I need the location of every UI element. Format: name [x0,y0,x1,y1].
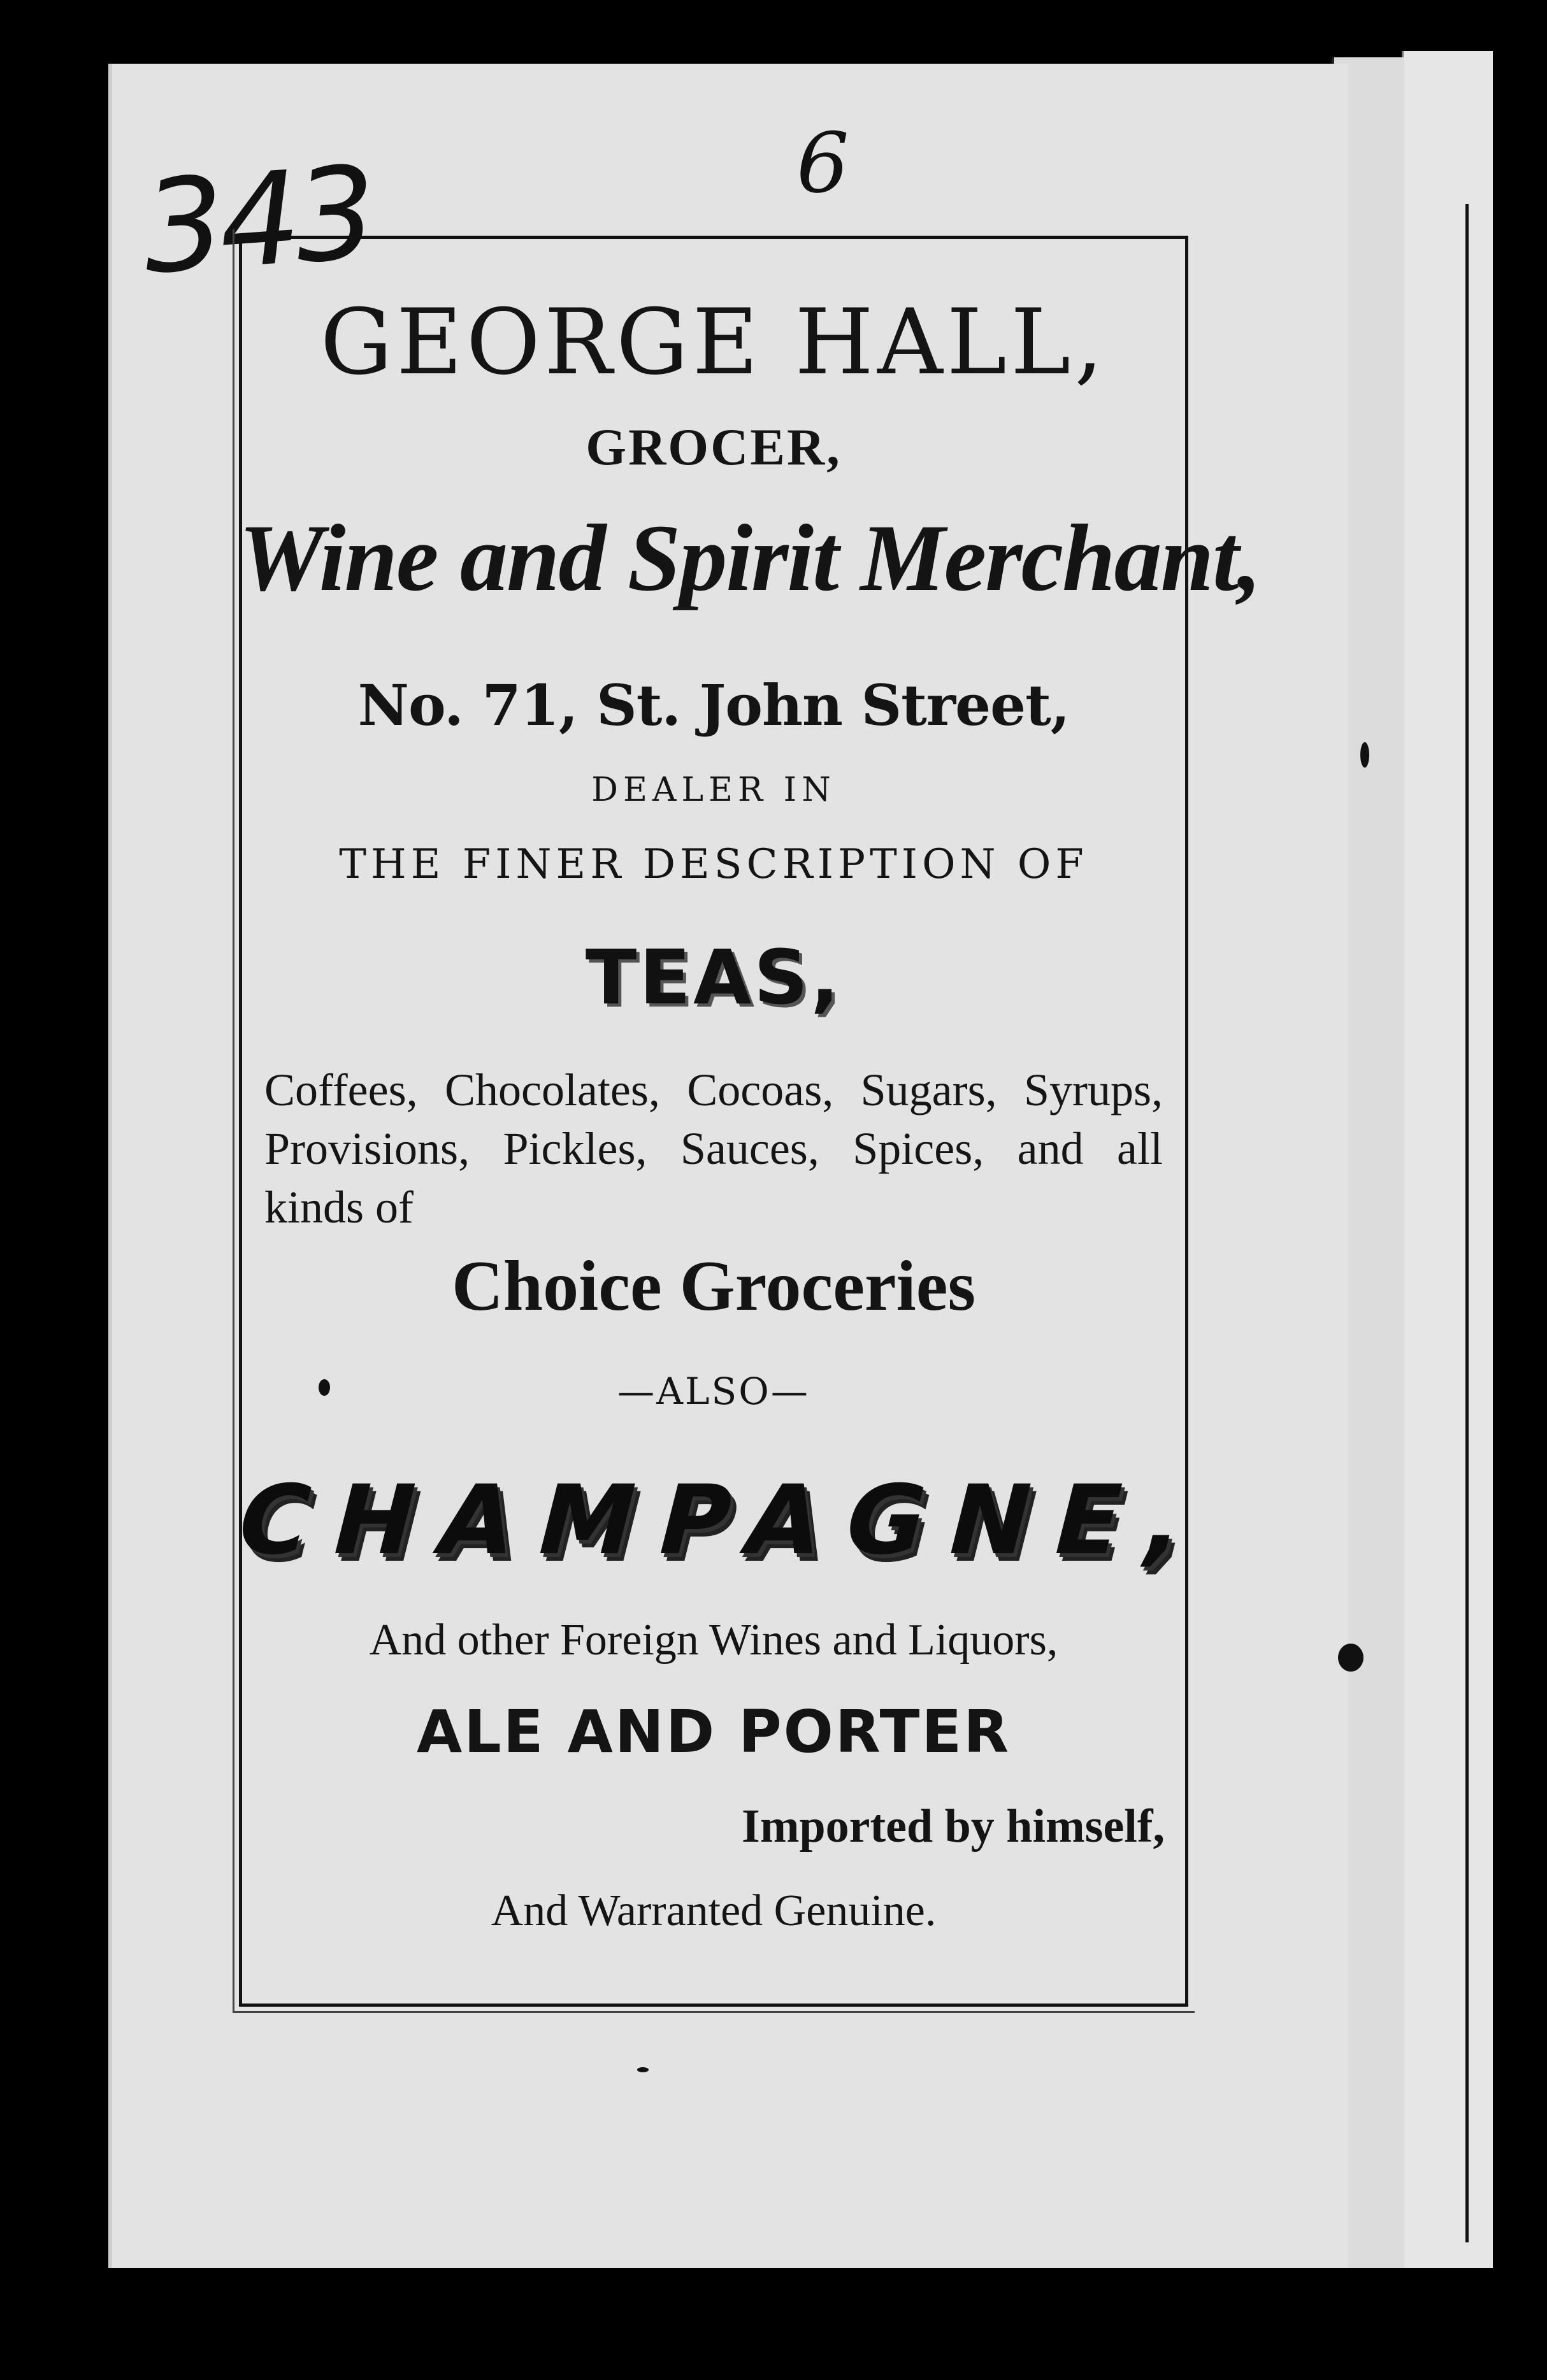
goods-list: Coffees, Chocolates, Cocoas, Sugars, Syrups, Provisions, Pickles, Sauces, Spices, and all kinds of [264,1065,1163,1233]
handwritten-archive-number: 343 [138,138,377,303]
page-edge-line [1465,204,1469,2242]
ink-speck [637,2067,649,2072]
ale-porter-heading: ALE AND PORTER [416,1698,1011,1766]
ink-speck [1360,742,1369,768]
adjacent-page-edge [1402,51,1493,2268]
description-label: THE FINER DESCRIPTION OF [339,841,1088,888]
dealer-label: DEALER IN [591,771,836,809]
champagne-heading: CHAMPAGNE, [225,1465,1223,1576]
handwritten-page-number: 6 [796,115,849,211]
imported-line: Imported by himself, [742,1800,1165,1853]
teas-heading: TEAS, [585,933,842,1021]
ink-speck [1338,1644,1364,1672]
choice-groceries-heading: Choice Groceries [451,1247,976,1326]
ink-speck [319,1379,330,1396]
merchant-name: GEORGE HALL, [320,290,1107,395]
warranted-line: And Warranted Genuine. [491,1886,937,1935]
street-address: No. 71, St. John Street, [357,672,1070,738]
foreign-wines-line: And other Foreign Wines and Liquors, [369,1616,1058,1665]
business-title: Wine and Spirit Merchant, [239,505,1261,611]
also-divider: —ALSO— [617,1370,810,1413]
trade-label: GROCER, [586,418,842,476]
